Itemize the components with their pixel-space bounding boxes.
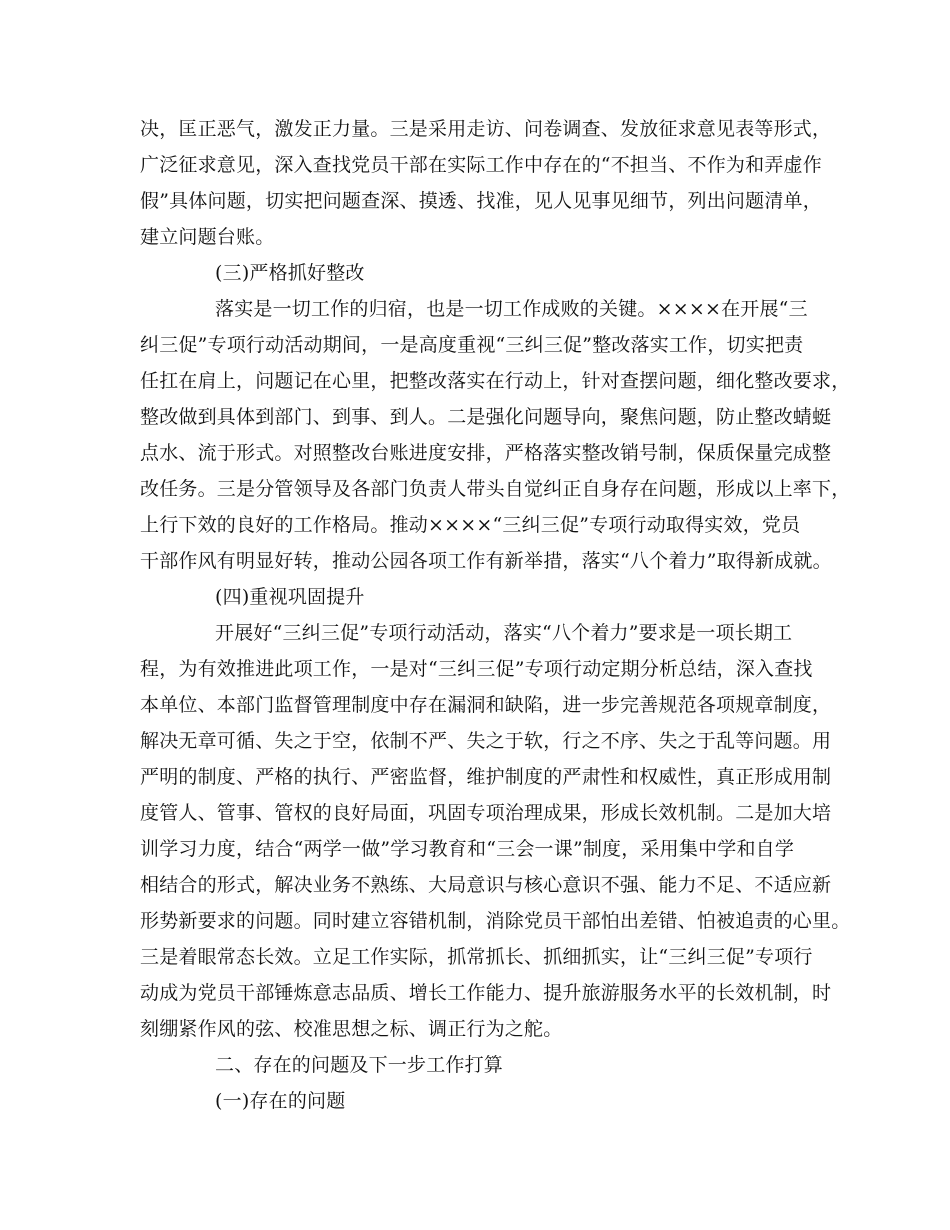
- text-line: 纠三促”专项行动活动期间，一是高度重视“三纠三促”整改落实工作，切实把责: [140, 334, 804, 356]
- section-heading: (四)重视巩固提升: [215, 586, 365, 608]
- text-line: 程，为有效推进此项工作，一是对“三纠三促”专项行动定期分析总结，深入查找: [140, 658, 813, 680]
- section-heading: (三)严格抓好整改: [215, 262, 365, 284]
- text-line: 动成为党员干部锤炼意志品质、增长工作能力、提升旅游服务水平的长效机制，时: [140, 982, 832, 1004]
- text-line: 整改做到具体到部门、到事、到人。二是强化问题导向，聚焦问题，防止整改蜻蜓: [140, 406, 832, 428]
- text-line: 任扛在肩上，问题记在心里，把整改落实在行动上，针对查摆问题，细化整改要求，: [140, 370, 851, 392]
- text-line: 形势新要求的问题。同时建立容错机制，消除党员干部怕出差错、怕被追责的心里。: [140, 910, 851, 932]
- text-line: 上行下效的良好的工作格局。推动××××“三纠三促”专项行动取得实效，党员: [140, 514, 801, 536]
- text-line: 度管人、管事、管权的良好局面，巩固专项治理成果，形成长效机制。二是加大培: [140, 802, 832, 824]
- section-heading: 二、存在的问题及下一步工作打算: [215, 1054, 504, 1076]
- text-line: 解决无章可循、失之于空，依制不严、失之于软，行之不序、失之于乱等问题。用: [140, 730, 832, 752]
- text-line: 广泛征求意见，深入查找党员干部在实际工作中存在的“不担当、不作为和弄虚作: [140, 154, 822, 176]
- text-line: 落实是一切工作的归宿，也是一切工作成败的关键。××××在开展“三: [215, 298, 808, 320]
- text-line: 相结合的形式，解决业务不熟练、大局意识与核心意识不强、能力不足、不适应新: [140, 874, 832, 896]
- text-line: 假”具体问题，切实把问题查深、摸透、找准，见人见事见细节，列出问题清单，: [140, 190, 822, 212]
- text-line: 点水、流于形式。对照整改台账进度安排，严格落实整改销号制，保质保量完成整: [140, 442, 832, 464]
- text-line: 刻绷紧作风的弦、校准思想之标、调正行为之舵。: [140, 1018, 563, 1040]
- text-line: 建立问题台账。: [140, 226, 275, 248]
- text-line: 开展好“三纠三促”专项行动活动，落实“八个着力”要求是一项长期工: [215, 622, 793, 644]
- text-line: 严明的制度、严格的执行、严密监督，维护制度的严肃性和权威性，真正形成用制: [140, 766, 832, 788]
- text-line: 决，匡正恶气，激发正力量。三是采用走访、问卷调查、发放征求意见表等形式，: [140, 118, 832, 140]
- text-line: 干部作风有明显好转，推动公园各项工作有新举措，落实“八个着力”取得新成就。: [140, 550, 832, 572]
- text-line: 三是着眼常态长效。立足工作实际，抓常抓长、抓细抓实，让“三纠三促”专项行: [140, 946, 813, 968]
- section-heading: (一)存在的问题: [215, 1090, 346, 1112]
- text-line: 本单位、本部门监督管理制度中存在漏洞和缺陷，进一步完善规范各项规章制度，: [140, 694, 832, 716]
- text-line: 训学习力度，结合“两学一做”学习教育和“三会一课”制度，采用集中学和自学: [140, 838, 795, 860]
- text-line: 改任务。三是分管领导及各部门负责人带头自觉纠正自身存在问题，形成以上率下，: [140, 478, 851, 500]
